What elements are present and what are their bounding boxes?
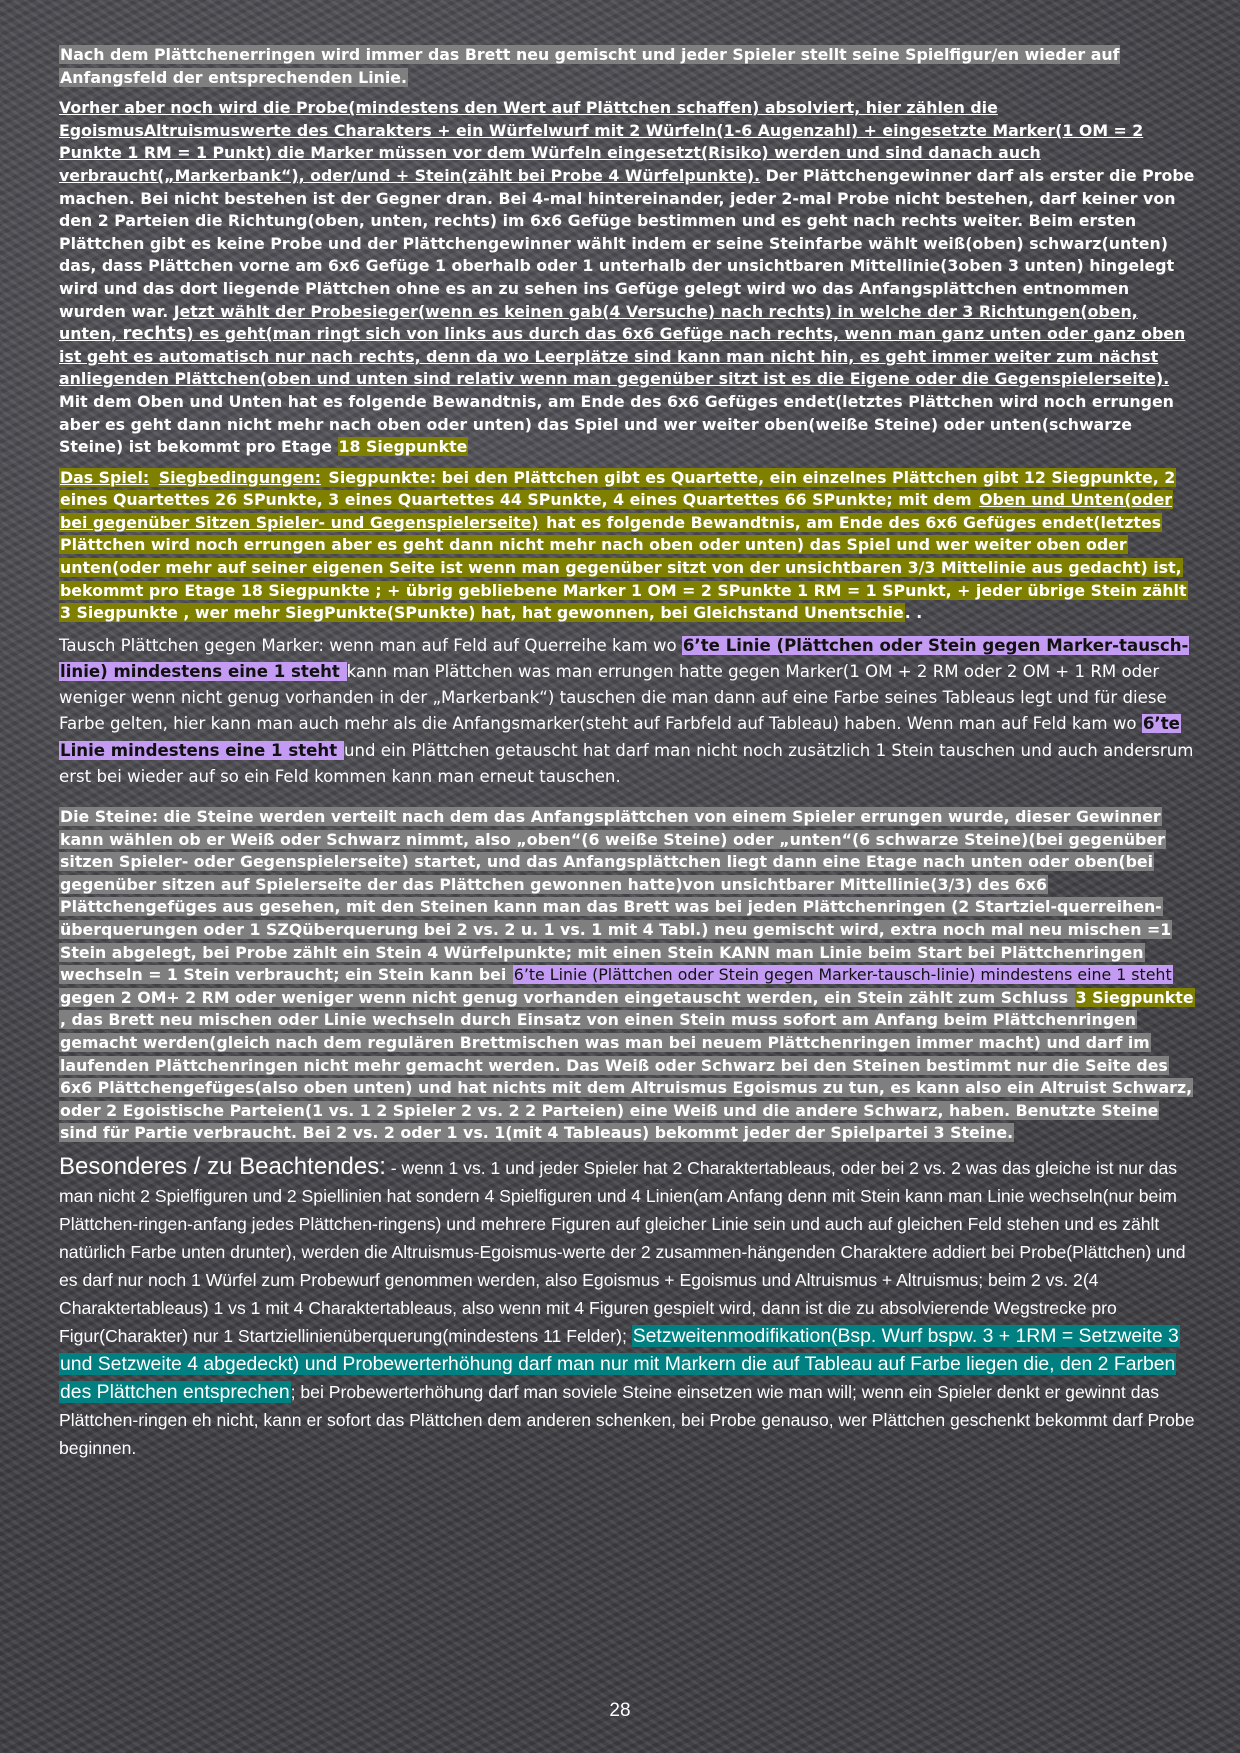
paragraph-board-reshuffle (59, 44, 1195, 89)
text-run: . . (904, 603, 923, 623)
text-run: , das Brett neu mischen oder Linie wechseln durch Einsatz von einen Stein muss sofort am Anfang beim Plättchenringen gemacht werden(gleich nach dem regulären Brettmischen was man bei neuem Plättchenringen immer macht) und darf im laufenden Plättchenringen nicht mehr gemacht werden. Das Weiß oder Schwarz bei den Steinen bestimmt nur die Seite des 6x6 Plättchengefüges(also oben unten) und hat nichts mit dem Altruismus Egoismus zu tun, es kann also ein Altruist Schwarz, oder 2 Egoistische Parteien(1 vs. 1 2 Spieler 2 vs. 2 2 Parteien) eine Weiß und die andere Schwarz, haben. Benutzte Steine sind für Partie verbraucht. Bei 2 vs. 2 oder 1 vs. 1(mit 4 Tableaus) bekommt jeder der Spielpartei 3 Steine. (60, 1010, 1193, 1143)
text-run: - wenn 1 vs. 1 und jeder Spieler hat 2 Charaktertableaus, oder bei 2 vs. 2 was das gleiche ist nur das man nicht 2 Spielfiguren und 2 Spiellinien hat sondern 4 Spielfiguren und 4 Linien(am Anfang denn mit Stein kann man Linie wechseln(nur beim Plättchen-ringen-anfang jedes Plättchen-ringens) und mehrere Figuren auf gleicher Linie sein und auch auf gleichen Feld stehen und es zählt natürlich Farbe unten drunter), werden die Altruismus-Egoismus-werte der 2 zusammen-hängenden Charaktere addiert bei Probe(Plättchen) und es darf nur noch 1 Würfel zum Probewurf genommen werden, also Egoismus + Egoismus und Altruismus + Altruismus; beim 2 vs. 2(4 Charaktertableaus) 1 vs 1 mit 4 Charaktertableaus, also wenn mit 4 Figuren gespielt wird, dann ist die zu absolvierende Wegstrecke pro Figur(Charakter) nur 1 Startziellinienüberquerung(mindestens 11 Felder); (59, 1157, 1186, 1346)
highlight-olive: 3 Siegpunkte (1075, 987, 1194, 1007)
page-content (59, 44, 1195, 1470)
underlined-text: rechts (122, 323, 187, 345)
text-run: kann man Plättchen was man errungen hatte gegen Marker(1 OM + 2 RM oder 2 OM + 1 RM oder weniger wenn nicht genug vorhanden in der „Markerbank“) tauschen die man dann auf eine Farbe seines Tableaus legt und für diese Farbe gelten, hier kann man auch mehr als die Anfangsmarker(steht auf Farbfeld auf Tableau) haben. Wenn man auf Feld kam wo (59, 662, 1167, 734)
text-run: und ein Plättchen getauscht hat darf man nicht noch zusätzlich 1 Stein tauschen und auch andersrum erst bei wieder auf so ein Feld kommen kann man erneut tauschen. (59, 740, 1194, 786)
underlined-text: Oben und Unten(oder bei gegenüber Sitzen Spieler- und Gegenspielerseite) (60, 490, 1173, 532)
text-run: hat es folgende Bewandtnis, am Ende des 6x6 Gefüges endet(letztes Plättchen wird noch errungen aber es geht dann nicht mehr nach oben oder unten) das Spiel und wer weiter oben oder unten(oder mehr auf seiner eigenen Seite ist wenn man gegenüber sitzt von der unsichtbaren 3/3 Mittelinie aus gedacht) ist, bekommt pro Etage 18 Siegpunkte ; + übrig gebliebene Marker 1 OM = 2 SPunkte 1 RM = 1 SPunkt, + jeder übrige Stein zählt 3 Siegpunkte , wer mehr SiegPunkte(SPunkte) hat, hat gewonnen, bei Gleichstand Unentschie (60, 512, 1187, 623)
paragraph-special-notes (59, 1153, 1195, 1462)
text-run: gegen 2 OM+ 2 RM oder weniger wenn nicht genug vorhanden eingetauscht werden, ein Stein zählt zum Schluss (60, 987, 1074, 1007)
heading-das-spiel: Das Spiel: (60, 467, 150, 487)
paragraph-victory-conditions (59, 467, 1195, 625)
text-run: Die Steine: die Steine werden verteilt nach dem das Anfangsplättchen von einem Spieler errungen wurde, dieser Gewinner kann wählen ob er Weiß oder Schwarz nimmt, also „oben“(6 weiße Steine) oder „unten“(6 schwarze Steine)(bei gegenüber sitzen Spieler- oder Gegenspielerseite) startet, und das Anfangsplättchen liegt dann eine Etage nach unten oder oben(bei gegenüber sitzen auf Spielerseite der das Plättchen gewonnen hatte)von unsichtbarer Mittellinie(3/3) des 6x6 Plättchengefüges aus gesehen, mit den Steinen kann man das Brett was bei jeden Plättchenringen (2 Startziel-querreihen-überquerungen oder 1 SZQüberquerung bei 2 vs. 2 u. 1 vs. 1 mit 4 Tabl.) neu gemischt wird, extra noch mal neu mischen =1 Stein abgelegt, bei Probe zählt ein Stein 4 Würfelpunkte; mit einen Stein KANN man Linie beim Start bei Plättchenringen wechseln = 1 Stein verbraucht; ein Stein kann bei (60, 807, 1172, 985)
text-run: Siegpunkte: bei den Plättchen gibt es Quartette, ein einzelnes Plättchen gibt 12 Siegpunkte, 2 eines Quartettes 26 SPunkte, 3 eines Quartettes 44 SPunkte, 4 eines Quartettes 66 SPunkte; mit dem (60, 467, 1176, 510)
text-run (150, 468, 158, 487)
highlight-purple: 6’te Linie mindestens eine 1 steht (60, 714, 1180, 760)
paragraph-tile-marker-exchange (59, 633, 1195, 790)
underlined-text: ) es geht(man ringt sich von links aus durch das 6x6 Gefüge nach rechts, wenn man ganz unten oder ganz oben ist geht es automatisch nur nach rechts, denn da wo Leerplätze sind kann man nicht hin, es geht immer weiter zum nächst anliegenden Plättchen(oben und unten sind relativ wenn man gegenüber sitzt ist es die Eigene oder die Gegenspielerseite). (59, 324, 1186, 389)
underlined-text: Jetzt wählt der Probesieger(wenn es keinen gab(4 Versuche) nach rechts) in welche der 3 Richtungen(oben, unten, (59, 301, 1138, 344)
highlight-purple: 6’te Linie (Plättchen oder Stein gegen Marker-tausch-linie) mindestens eine 1 steht (60, 635, 1189, 682)
text-run: Nach dem Plättchenerringen wird immer das Brett neu gemischt und jeder Spieler stellt seine Spielfigur/en wieder auf Anfangsfeld der entsprechenden Linie. (60, 45, 1120, 87)
highlight-teal: Setzweitenmodifikation(Bsp. Wurf bspw. 3 + 1RM = Setzweite 3 und Setzweite 4 abgedeckt) und Probewerterhöhung darf man nur mit Markern die auf Tableau auf Farbe liegen die, den 2 Farben des Plättchen entsprechen (60, 1324, 1179, 1403)
highlight-olive: 18 Siegpunkte (338, 437, 468, 457)
highlight-purple: 6’te Linie (Plättchen oder Stein gegen Marker-tausch-linie) mindestens eine 1 steht (513, 965, 1172, 985)
heading-siegbedingungen: Siegbedingungen: (158, 467, 321, 487)
text-run: Der Plättchengewinner darf als erster die Probe machen. Bei nicht bestehen ist der Gegner dran. Bei 4-mal hintereinander, jeder 2-mal Probe nicht bestehen, darf keiner von den 2 Parteien die Richtung(oben, unten, rechts) im 6x6 Gefüge bestimmen und es geht nach rechts weiter. Beim ersten Plättchen gibt es keine Probe und der Plättchengewinner wählt indem er seine Steinfarbe wählt weiß(oben) schwarz(unten) das, dass Plättchen vorne am 6x6 Gefüge 1 oberhalb oder 1 unterhalb der unsichtbaren Mittellinie(3oben 3 unten) hingelegt wird und das dort liegende Plättchen ohne es an zu sehen ins Gefüge gelegt wird wo das Anfangsplättchen entnommen wurden war. (59, 165, 1195, 321)
underlined-text: Vorher aber noch wird die Probe(mindestens den Wert auf Plättchen schaffen) absolviert, hier zählen die EgoismusAltruismuswerte des Charakters + ein Würfelwurf mit 2 Würfeln(1-6 Augenzahl) + eingesetzte Marker(1 OM = 2 Punkte 1 RM = 1 Punkt) die Marker müssen vor dem Würfeln eingesetzt(Risiko) werden und sind danach auch verbraucht(„Markerbank“), oder/und + Stein(zählt bei Probe 4 Würfelpunkte). (59, 98, 1144, 185)
heading-besonderes: Besonderes / zu Beachtendes: (59, 1152, 386, 1180)
paragraph-probe-rules (59, 97, 1195, 459)
text-run: Mit dem Oben und Unten hat es folgende Bewandtnis, am Ende des 6x6 Gefüges endet(letztes Plättchen wird noch errungen aber es geht dann nicht mehr nach oben oder unten) das Spiel und wer weiter oben(weiße Steine) oder unten(schwarze Steine) ist bekommt pro Etage (59, 391, 1174, 457)
text-run: Tausch Plättchen gegen Marker: wenn man auf Feld auf Querreihe kam wo (59, 635, 682, 655)
page-number: 28 (609, 1700, 631, 1721)
text-run: ; bei Probewerterhöhung darf man soviele Steine einsetzen wie man will; wenn ein Spieler denkt er gewinnt das Plättchen-ringen eh nicht, kann er sofort das Plättchen dem anderen schenken, bei Probe genauso, wer Plättchen geschenkt bekommt darf Probe beginnen. (59, 1381, 1195, 1458)
paragraph-stones (59, 806, 1195, 1145)
